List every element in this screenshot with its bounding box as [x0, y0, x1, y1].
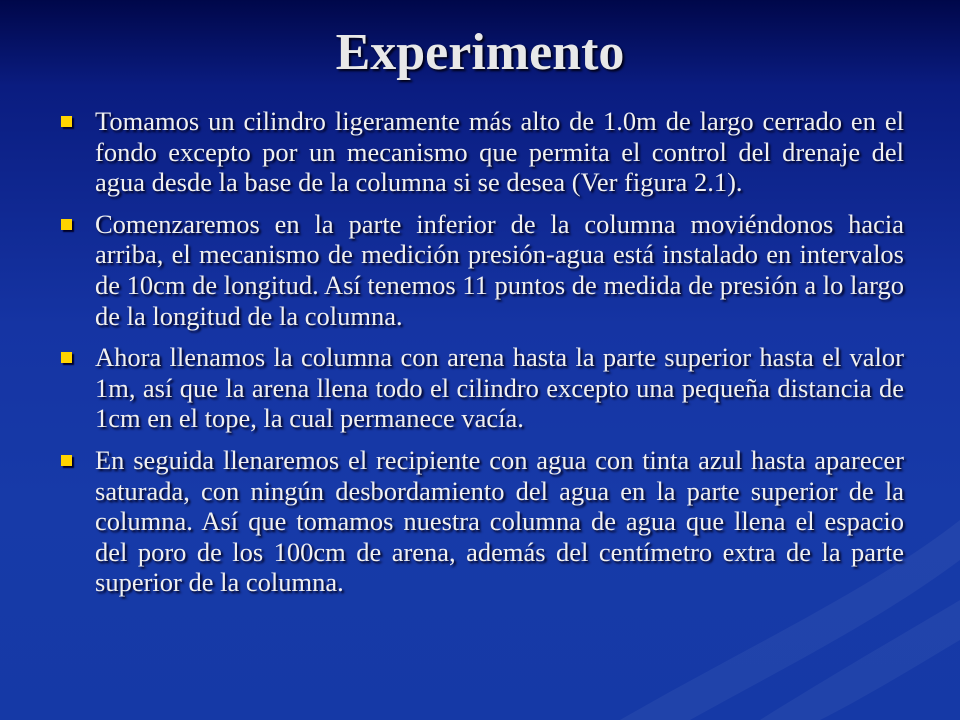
square-bullet-icon: [61, 219, 72, 230]
square-bullet-icon: [61, 352, 72, 363]
bullet-text: Ahora llenamos la columna con arena hasta la parte superior hasta el valor 1m, así que la arena llena todo el cilindro excepto una pequeña distancia de 1cm en el tope, la cual permanece vacía.: [95, 342, 904, 434]
bullet-item: [60, 445, 904, 598]
bullet-text: Tomamos un cilindro ligeramente más alto de 1.0m de largo cerrado en el fondo excepto por un mecanismo que permita el control del drenaje del agua desde la base de la columna si se desea (Ver figura 2.1).: [95, 106, 904, 198]
bullet-text: Comenzaremos en la parte inferior de la columna moviéndonos hacia arriba, el mecanismo de medición presión-agua está instalado en intervalos de 10cm de longitud. Así tenemos 11 puntos de medida de presión a lo largo de la longitud de la columna.: [95, 208, 904, 331]
bullet-item: [60, 209, 904, 331]
bullet-text: En seguida llenaremos el recipiente con agua con tinta azul hasta aparecer saturada, con ningún desbordamiento del agua en la parte superior de la columna. Así que tomamos nuestra columna de agua que llena el espacio del poro de los 100cm de arena, además del centímetro extra de la parte superior de la columna.: [95, 444, 904, 598]
bullet-item: [60, 342, 904, 434]
square-bullet-icon: [61, 455, 72, 466]
slide-title: Experimento: [335, 24, 625, 81]
square-bullet-icon: [61, 116, 72, 127]
bullet-list: [60, 106, 904, 609]
bullet-item: [60, 106, 904, 198]
